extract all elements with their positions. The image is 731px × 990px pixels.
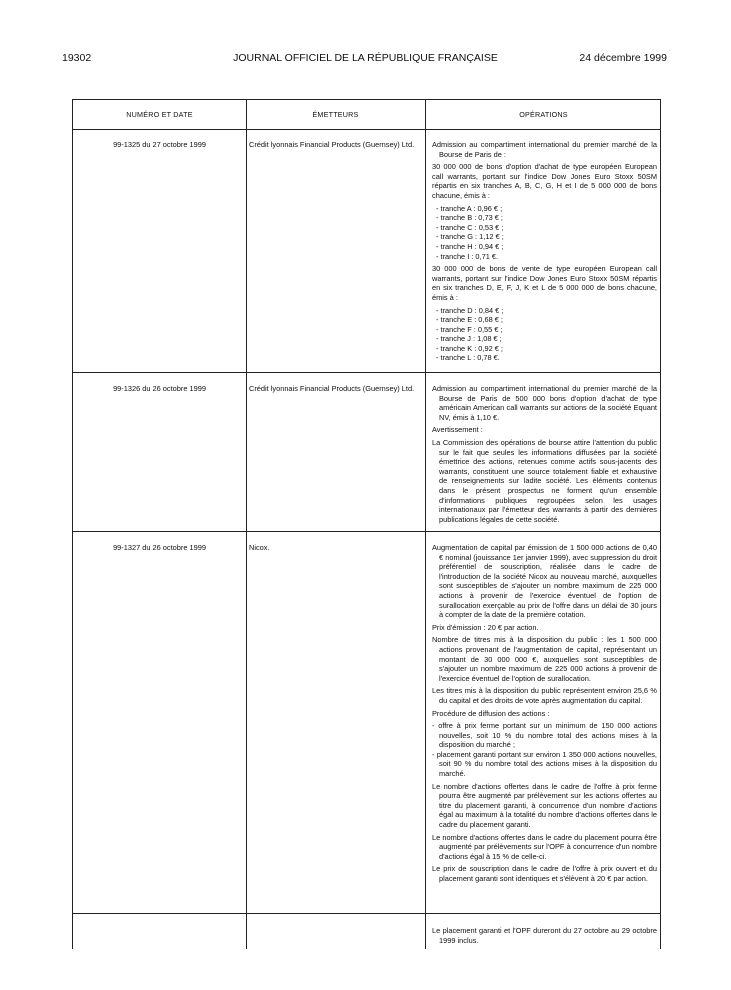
column-header-numero: NUMÉRO ET DATE [126,110,193,119]
column-divider [246,100,247,949]
tranche-item: - tranche F : 0,55 € ; [436,324,503,334]
operation-paragraph: Procédure de diffusion des actions : [432,708,550,718]
operation-paragraph: La Commission des opérations de bourse attire l'attention du public sur le fait que seules les informations diffusées par la société émettrice des actions, retenues comme actifs sous-jacents des warrants, constituent une source totalement fiable et exhaustive de renseignements sur ladite société. Les éléments contenus dans le présent prospectus ne forment qu'un ensemble d'informations publiques regroupées selon les usages internationaux par l'émetteur des warrants à partir des dernières publications légales de cette société. [432,437,657,524]
row-rule [73,531,660,532]
operation-paragraph: Le nombre d'actions offertes dans le cadre de l'offre à prix ferme pourra être augmenté par prélèvement sur les actions offertes au titre du placement garanti, à concurrence d'un nombre d'actions égal au maximum à la totalité du nombre d'actions offertes dans le cadre du placement garanti. [432,781,657,830]
tranche-item: - tranche I : 0,71 €. [436,251,499,261]
row-issuer: Crédit lyonnais Financial Products (Guernsey) Ltd. [249,384,415,393]
header-rule [73,129,660,130]
operation-paragraph: Le placement garanti et l'OPF dureront du 27 octobre au 29 octobre 1999 inclus. [432,926,657,945]
operation-paragraph: Nombre de titres mis à la disposition du public : les 1 500 000 actions provenant de l'augmentation de capital, représentant un montant de 30 000 000 €, auxquelles sont susceptibles de s'ajouter un nombre maximum de 225 000 actions à provenir de l'exercice éventuel de l'option de surallocation. [432,635,657,683]
tranche-item: - tranche G : 1,12 € ; [436,232,504,242]
operation-paragraph: Prix d'émission : 20 € par action. [432,622,539,632]
operation-paragraph: Le nombre d'actions offertes dans le cadre du placement pourra être augmenté par prélèvements sur l'OPF à concurrence d'un nombre d'actions égal à 15 % de celle-ci. [432,832,657,861]
row-number-date: 99-1327 du 26 octobre 1999 [113,543,206,552]
operation-paragraph: Admission au compartiment international du premier marché de la Bourse de Paris de 500 000 bons d'option d'achat de type américain American call warrants sur actions de la société Equant NV, émis à 1,10 €. [432,384,657,422]
operation-paragraph: Admission au compartiment international du premier marché de la Bourse de Paris de : [432,140,657,159]
row-rule [73,913,660,914]
row-rule [73,372,660,373]
row-number-date: 99-1325 du 27 octobre 1999 [113,140,206,149]
operation-paragraph: Augmentation de capital par émission de 1 500 000 actions de 0,40 € nominal (jouissance 1er janvier 1999), avec suppression du droit préférentiel de souscription, réalisée dans le cadre de l'introduction de la société Nicox au nouveau marché, auxquelles sont susceptibles de s'ajouter un nombre maximum de 225 000 actions à provenir de l'exercice éventuel de l'option de surallocation exerçable au prix de l'offre dans un délai de 30 jours à compter de la date de la première cotation. [432,543,657,620]
procedure-item: - placement garanti portant sur environ 1 350 000 actions nouvelles, soit 90 % du nombre total des actions mises à la disposition du marché. [432,749,657,779]
row-number-date: 99-1326 du 26 octobre 1999 [113,384,206,393]
issue-date: 24 décembre 1999 [579,52,667,64]
operation-paragraph: 30 000 000 de bons d'option d'achat de type européen European call warrants, portant sur l'indice Dow Jones Euro Stoxx 50SM répartis en six tranches A, B, C, G, H et I de 5 000 000 de bons chacune, émis à : [432,162,657,200]
column-divider [425,100,426,949]
row-issuer: Crédit lyonnais Financial Products (Guernsey) Ltd. [249,140,415,149]
row-operations [432,384,657,527]
tranche-item: - tranche E : 0,68 € ; [436,315,503,325]
row-operations [432,140,657,366]
tranche-list [432,306,657,364]
procedure-list [432,721,657,779]
row-operations [432,543,657,887]
column-header-emetteurs: ÉMETTEURS [312,110,359,119]
operation-paragraph: 30 000 000 de bons de vente de type européen European call warrants, portant sur l'indice Dow Jones Euro Stoxx 50SM répartis en six tranches D, E, F, J, K et L de 5 000 000 de bons chacune, émis à : [432,264,657,302]
tranche-item: - tranche D : 0,84 € ; [436,305,504,315]
row-operations [432,926,657,948]
tranche-list [432,204,657,262]
row-issuer: Nicox. [249,543,270,552]
operation-paragraph: Les titres mis à la disposition du public représentent environ 25,6 % du capital et des droits de vote après augmentation du capital. [432,686,657,705]
operation-paragraph: Le prix de souscription dans le cadre de l'offre à prix ouvert et du placement garanti sont identiques et s'élèvent à 20 € par action. [432,864,657,883]
tranche-item: - tranche L : 0,78 €. [436,353,500,363]
journal-title: JOURNAL OFFICIEL DE LA RÉPUBLIQUE FRANÇAISE [233,52,498,64]
page-number: 19302 [62,52,92,64]
tranche-item: - tranche A : 0,96 € ; [436,203,503,213]
tranche-item: - tranche K : 0,92 € ; [436,343,503,353]
tranche-item: - tranche J : 1,08 € ; [436,334,502,344]
operations-table [72,99,661,949]
tranche-item: - tranche B : 0,73 € ; [436,213,503,223]
tranche-item: - tranche H : 0,94 € ; [436,241,504,251]
procedure-item: - offre à prix ferme portant sur un minimum de 150 000 actions nouvelles, soit 10 % du nombre total des actions mises à la disposition du marché ; [432,721,657,750]
tranche-item: - tranche C : 0,53 € ; [436,222,504,232]
warning-heading: Avertissement : [432,425,483,435]
column-header-operations: OPÉRATIONS [519,110,568,119]
